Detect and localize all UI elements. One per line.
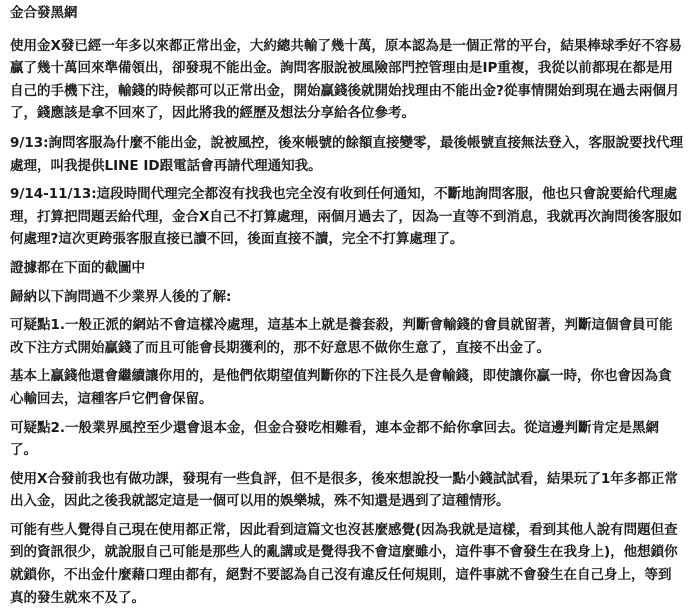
paragraph-intro: 使用金X發已經一年多以來都正常出金，大約總共輸了幾十萬，原本認為是一個正常的平台，結果棒球季好不容易贏了幾十萬回來準備領出，卻發現不能出金。詢問客服說被風險部門控管理由是IP重複，我從以前都現在都是用自己的手機下注，輸錢的時候都可以正常出金，開始贏錢後就開始找理由不能出金?從事情開始到現在過去兩個月了，錢應該是拿不回來了，因此將我的經歷及想法分享給各位參考。 bbox=[10, 37, 682, 122]
paragraph-warning: 可能有些人覺得自己現在使用都正常，因此看到這篇文也沒甚麼感覺(因為我就是這樣，看到其他人說有問題但查到的資訊很少，就說服自己可能是那些人的亂講或是覺得我不會這麼雖小，這件事不會發生在我身上)，他想鎖你就鎖你，不出金什麼藉口理由都有，絕對不要認為自己沒有違反任何規則，這件事就不會發生在自己身上，等到真的發生就來不及了。 bbox=[10, 521, 678, 606]
paragraph-suspicious-point-1: 可疑點1.一般正派的網站不會這樣冷處理，這基本上就是養套殺，判斷會輸錢的會員就留著，判斷這個會員可能改下注方式開始贏錢了而且可能會長期獲利的，那不好意思不做你生意了，直接不出金了。 bbox=[10, 317, 673, 356]
paragraph-homework: 使用X合發前我也有做功課，發現有一些負評，但不是很多，後來想說投一點小錢試試看，結果玩了1年多都正常出入金，因此之後我就認定這是一個可以用的娛樂城，殊不知還是遇到了這種情形。 bbox=[10, 470, 678, 510]
paragraph-0914-1113: 9/14-11/13:這段時間代理完全都沒有找我也完全沒有收到任何通知，不斷地詢問客服，他也只會說要給代理處理，打算把問題丟給代理，金合X自己不打算處理，兩個月過去了，因為一直等不到消息，我就再次詢問後客服如何處理?這次更跨張客服直接已讀不回，後面直接不讀，完全不打算處理了。 bbox=[10, 186, 682, 248]
paragraph-0913: 9/13:詢問客服為什麼不能出金，說被風控，後來帳號的餘額直接變零，最後帳號直接無法登入，客服說要找代理處理，叫我提供LINE ID跟電話會再請代理通知我。 bbox=[10, 134, 684, 174]
paragraph-keep-winning: 基本上贏錢他還會繼續讓你用的，是他們依期望值判斷你的下注長久是會輸錢，即使讓你贏一時，你也會因為貪心輸回去，這種客戶它們會保留。 bbox=[10, 368, 672, 407]
paragraph-summary-heading: 歸納以下詢問過不少業界人後的了解: bbox=[10, 288, 232, 305]
document-title: 金合發黑網 bbox=[10, 5, 78, 21]
paragraph-evidence: 證據都在下面的截圖中 bbox=[10, 259, 145, 276]
paragraph-suspicious-point-2: 可疑點2.一般業界風控至少還會退本金，但金合發吃相難看，連本金都不給你拿回去。從這邊判斷肯定是黑網了。 bbox=[10, 419, 660, 459]
